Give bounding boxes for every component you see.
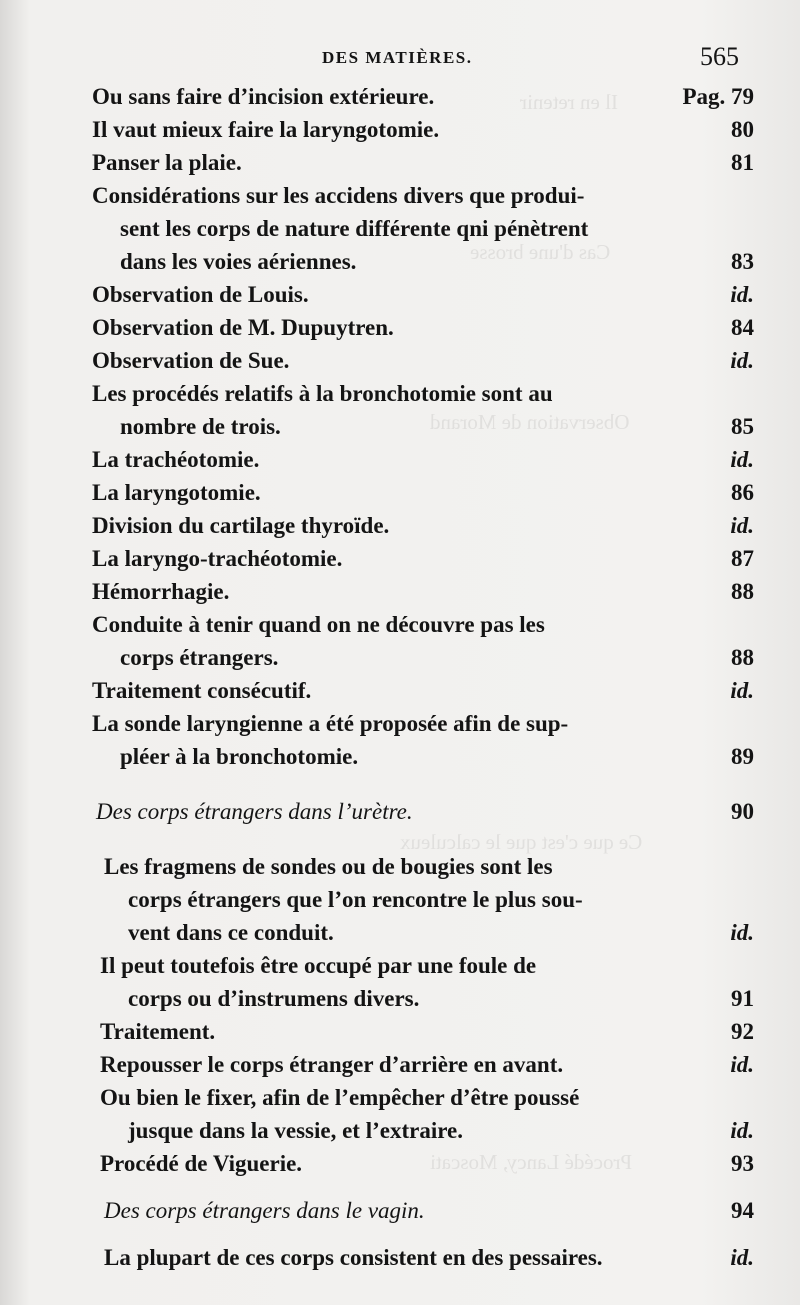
toc-entry [0,1017,800,1050]
toc-entry [0,115,800,148]
entry-page-ref: 92 [731,1019,754,1044]
section-heading-line [0,1196,800,1229]
entry-text: sent les corps de nature différente qni pénètrent [120,216,589,241]
entry-text: Traitement. [100,1019,216,1044]
entry-text: corps ou d’instrumens divers. [128,986,420,1011]
page-number: 565 [700,42,739,71]
entry-text: Observation de Sue. [92,348,290,373]
entry-page-ref: id. [730,1245,754,1270]
toc-entry [0,379,800,412]
section-heading-line [0,797,800,830]
toc-entry [0,852,800,885]
entry-text: La laryngotomie. [92,480,261,505]
show-through-text: Il en retenir [520,90,618,114]
toc-entry [0,1243,800,1276]
entry-text: Traitement consécutif. [92,678,312,703]
section-spacer [0,830,800,852]
toc-entry [0,511,800,544]
toc-entry [0,280,800,313]
entry-page-ref: 94 [731,1198,754,1223]
entry-page-ref: 81 [731,150,754,175]
toc-entry [0,445,800,478]
entry-text: nombre de trois. [120,414,281,439]
entry-text: corps étrangers. [120,645,279,670]
section-spacer [0,775,800,797]
show-through-text: Cas d'une brosse [470,240,611,264]
toc-entry [0,1149,800,1182]
toc-entry [0,577,800,610]
entry-page-ref: 88 [731,579,754,604]
toc-entry [0,214,800,247]
entry-page-ref: id. [730,678,754,703]
toc-entry [0,885,800,918]
entry-text: pléer à la bronchotomie. [120,744,359,769]
show-through-text: Ce que c'est que le calculeux [400,830,643,854]
toc-entry [0,148,800,181]
entry-page-ref: 80 [731,117,754,142]
section-heading: Des corps étrangers dans le vagin. [104,1198,425,1223]
toc-entry [0,951,800,984]
entry-text: Il peut toutefois être occupé par une foule de [100,953,537,978]
toc-entry [0,1050,800,1083]
toc-entry [0,412,800,445]
entry-text: jusque dans la vessie, et l’extraire. [128,1118,463,1143]
toc-entry [0,610,800,643]
toc-entry [0,313,800,346]
entry-text: dans les voies aériennes. [120,249,357,274]
toc-entry [0,1083,800,1116]
running-title: DES MATIÈRES. [322,48,473,67]
entry-text: Hémorrhagie. [92,579,230,604]
entry-text: Ou bien le fixer, afin de l’empêcher d’être poussé [100,1085,580,1110]
entry-page-ref: 90 [731,799,754,824]
entry-page-ref: 83 [731,249,754,274]
entry-page-ref: 87 [731,546,754,571]
entry-page-ref: id. [730,1052,754,1077]
entry-page-ref: id. [730,1118,754,1143]
entry-page-ref: 84 [731,315,754,340]
table-of-contents [0,82,800,1276]
toc-entry [0,82,800,115]
entry-text: La sonde laryngienne a été proposée afin de sup- [92,711,569,736]
entry-page-ref: id. [730,447,754,472]
toc-entry [0,181,800,214]
entry-page-ref: id. [730,348,754,373]
entry-page-ref: 91 [731,986,754,1011]
toc-entry [0,1116,800,1149]
entry-page-ref: id. [730,513,754,538]
entry-text: Ou sans faire d’incision extérieure. [92,84,435,109]
toc-entry [0,742,800,775]
entry-text: Observation de Louis. [92,282,309,307]
section-heading: Des corps étrangers dans l’urètre. [96,799,413,824]
entry-text: Procédé de Viguerie. [100,1151,303,1176]
entry-text: Conduite à tenir quand on ne découvre pas les [92,612,545,637]
toc-entry [0,676,800,709]
toc-entry [0,544,800,577]
section-spacer [0,1229,800,1243]
entry-page-ref: 85 [731,414,754,439]
entry-text: Il vaut mieux faire la laryngotomie. [92,117,440,142]
toc-entry [0,918,800,951]
entry-page-ref: id. [730,282,754,307]
entry-text: Repousser le corps étranger d’arrière en avant. [100,1052,564,1077]
entry-page-ref: 88 [731,645,754,670]
page-header [0,42,800,76]
entry-text: La trachéotomie. [92,447,260,472]
entry-text: Les procédés relatifs à la bronchotomie sont au [92,381,553,406]
entry-text: Les fragmens de sondes ou de bougies sont les [104,854,553,879]
toc-entry [0,709,800,742]
section-spacer [0,1182,800,1196]
toc-entry [0,643,800,676]
entry-text: Panser la plaie. [92,150,242,175]
entry-text: Observation de M. Dupuytren. [92,315,394,340]
entry-page-ref: 93 [731,1151,754,1176]
entry-page-ref: 86 [731,480,754,505]
toc-entry [0,478,800,511]
entry-page-ref: id. [730,920,754,945]
entry-text: Division du cartilage thyroïde. [92,513,390,538]
toc-entry [0,346,800,379]
show-through-text: Procédé Lancy, Moscati [430,1150,633,1174]
entry-text: vent dans ce conduit. [128,920,334,945]
entry-page-ref: 89 [731,744,754,769]
entry-text: La plupart de ces corps consistent en des pessaires. [104,1245,603,1270]
toc-entry [0,247,800,280]
entry-page-ref: Pag. 79 [682,84,754,109]
entry-text: La laryngo-trachéotomie. [92,546,343,571]
entry-text: Considérations sur les accidens divers que produi- [92,183,585,208]
show-through-text: Observation de Morand [430,410,630,434]
entry-text: corps étrangers que l’on rencontre le plus sou- [128,887,583,912]
toc-entry [0,984,800,1017]
